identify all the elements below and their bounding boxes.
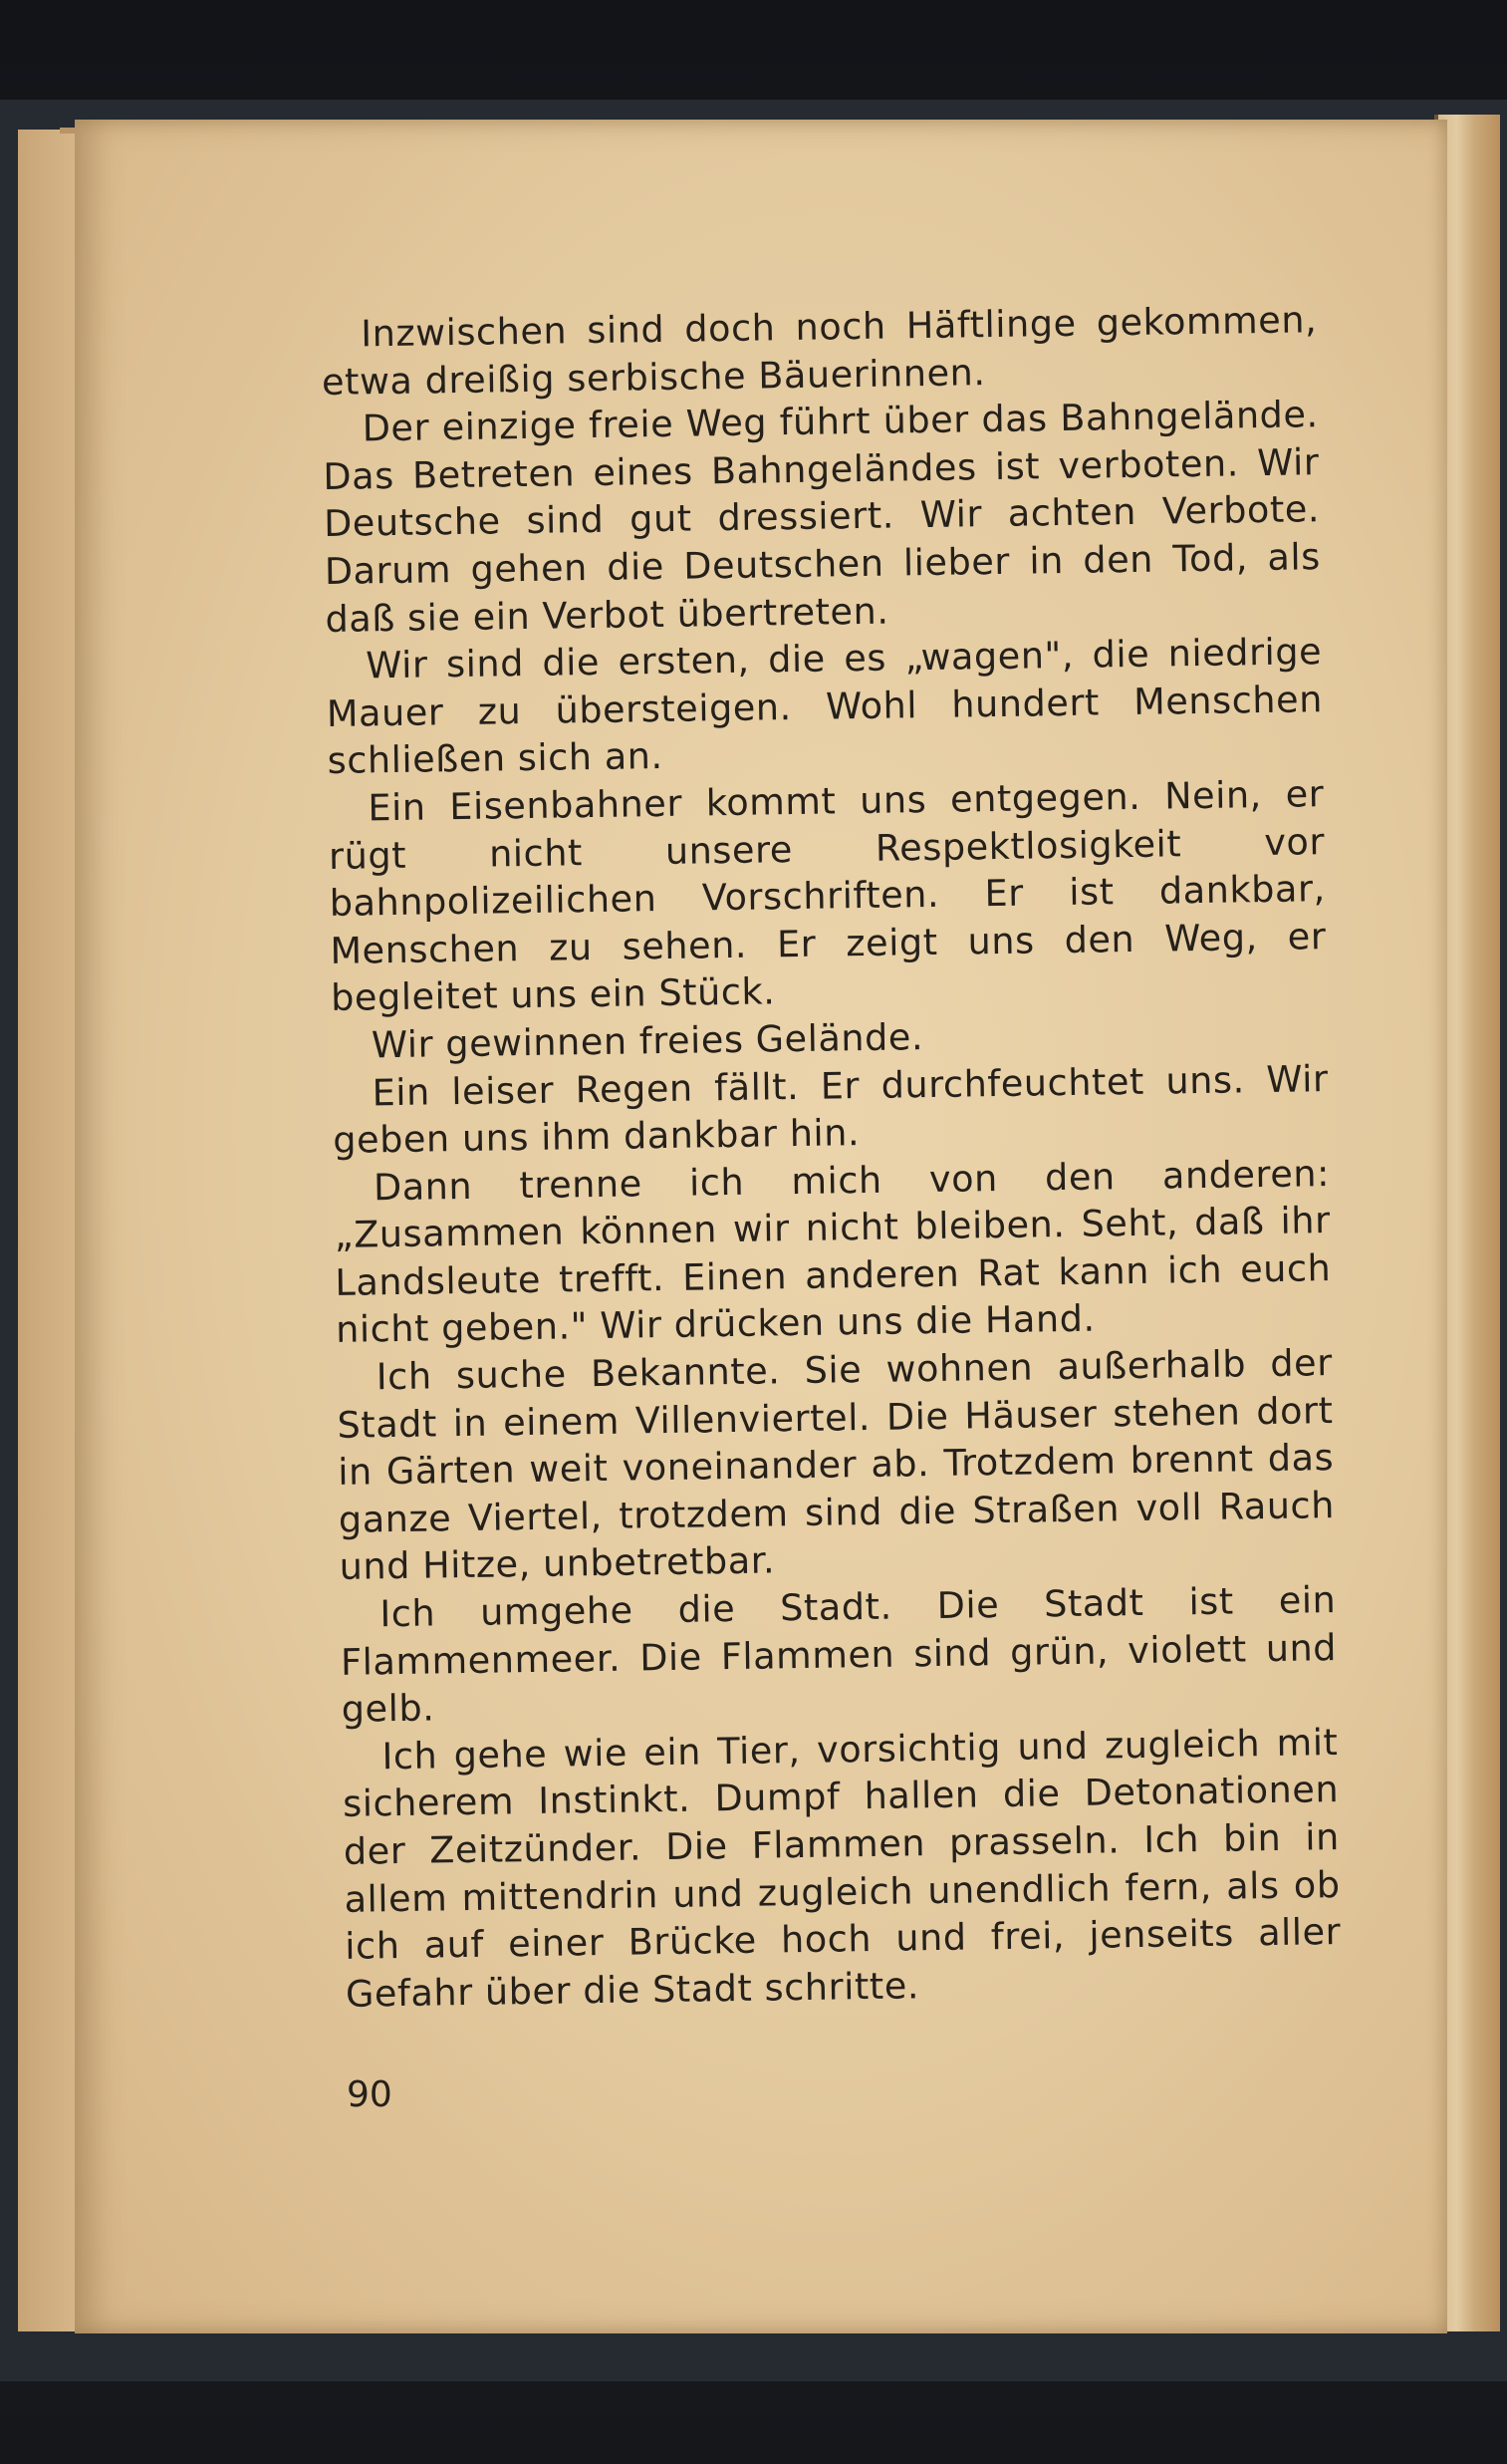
paragraph: Dann trenne ich mich von den anderen: „Zusammen können wir nicht bleiben. Seht, daß ihr Landsleute trefft. Einen anderen Rat kann ich euch nicht geben." Wir drücken uns die Hand. xyxy=(334,1151,1332,1352)
paragraph: Wir sind die ersten, die es „wagen", die niedrige Mauer zu übersteigen. Wohl hundert Menschen schließen sich an. xyxy=(326,630,1324,783)
paragraph: Der einzige freie Weg führt über das Bahngelände. Das Betreten eines Bahngeländes ist verboten. Wir Deutsche sind gut dressiert. Wir achten Verbote. Darum gehen die Deutschen lieber in den Tod, als daß sie ein Verbot übertreten. xyxy=(323,393,1322,641)
page-number: 90 xyxy=(347,2074,392,2115)
paragraph: Ein leiser Regen fällt. Er durchfeuchtet uns. Wir geben uns ihm dankbar hin. xyxy=(333,1056,1329,1162)
paragraph: Ich gehe wie ein Tier, vorsichtig und zugleich mit sicherem Instinkt. Dumpf hallen die Detonationen der Zeitzünder. Die Flammen prasseln. Ich bin in allem mittendrin und zugleich unendlich fern, als ob ich auf einer Brücke hoch und frei, jenseits aller Gefahr über die Stadt schritte. xyxy=(342,1720,1342,2016)
paragraph: Inzwischen sind doch noch Häftlinge gekommen, etwa dreißig serbische Bäuerinnen. xyxy=(321,298,1318,404)
paragraph: Ein Eisenbahner kommt uns entgegen. Nein, er rügt nicht unsere Respektlosigkeit vor bahnpolizeilichen Vorschriften. Er ist dankbar, Menschen zu sehen. Er zeigt uns den Weg, er begleitet uns ein Stück. xyxy=(328,772,1327,1020)
paragraph: Wir gewinnen freies Gelände. xyxy=(371,1015,924,1067)
paragraph: Ich umgehe die Stadt. Die Stadt ist ein Flammenmeer. Die Flammen sind grün, violett und gelb. xyxy=(340,1578,1338,1732)
page-text xyxy=(321,296,1342,2018)
paragraph: Ich suche Bekannte. Sie wohnen außerhalb der Stadt in einem Villenviertel. Die Häuser stehen dort in Gärten weit voneinander ab. Trotzdem brennt das ganze Viertel, trotzdem sind die Straßen voll Rauch und Hitze, unbetretbar. xyxy=(337,1341,1336,1589)
